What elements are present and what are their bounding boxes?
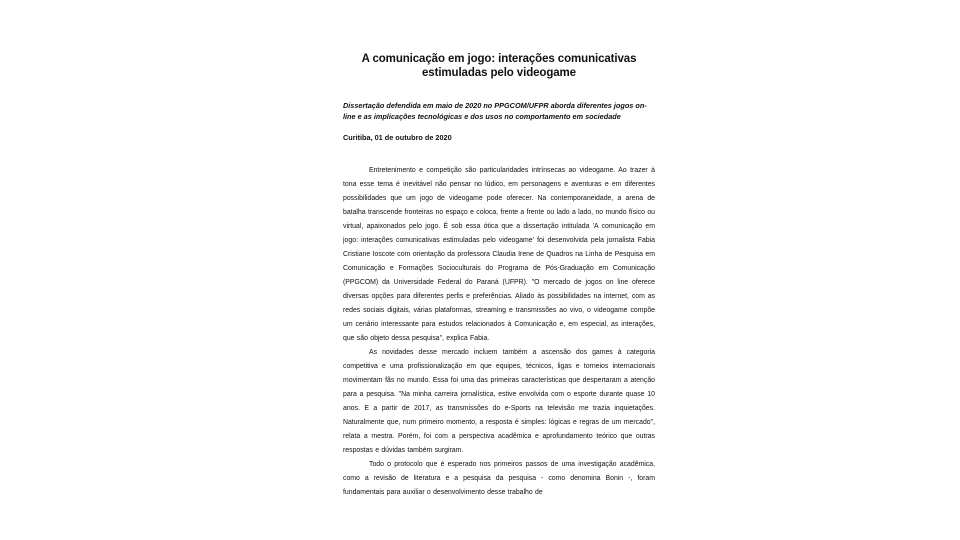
- paragraph: Entretenimento e competição são particularidades intrínsecas ao videogame. Ao trazer à tona esse tema é inevitável não pensar no lúdico, em personagens e aventuras e em diferentes possibilidades que um jogo de videogame pode oferecer. Na contemporaneidade, a arena de batalha transcende fronteiras no espaço e coloca, frente a frente ou lado a lado, no mundo físico ou virtual, apaixonados pelo jogo. É sob essa ótica que a dissertação intitulada 'A comunicação em jogo: interações comunicativas estimuladas pelo videogame' foi desenvolvida pela jornalista Fabia Cristiane Ioscote com orientação da professora Claudia Irene de Quadros na Linha de Pesquisa em Comunicação e Formações Socioculturais do Programa de Pós-Graduação em Comunicação (PPGCOM) da Universidade Federal do Paraná (UFPR). "O mercado de jogos on line oferece diversas opções para diferentes perfis e preferências. Aliado às possibilidades na internet, com as redes sociais digitais, várias plataformas, streaming e transmissões ao vivo, o videogame compõe um cenário interessante para estudos relacionados à Comunicação e, em especial, as interações, que são objeto dessa pesquisa", explica Fabia.: [343, 167, 655, 342]
- dateline: Curitiba, 01 de outubro de 2020: [343, 133, 452, 142]
- document-page: [343, 52, 655, 522]
- paragraph: Todo o protocolo que é esperado nos primeiros passos de uma investigação acadêmica, como a revisão de literatura e a pesquisa da pesquisa - como denomina Bonin -, foram fundamentais para auxiliar o desenvolvimento desse trabalho de: [343, 461, 655, 496]
- article-body: [343, 164, 655, 500]
- document-title: A comunicação em jogo: interações comunicativas estimuladas pelo videogame: [361, 53, 637, 79]
- paragraph: As novidades desse mercado incluem também a ascensão dos games à categoria competitiva e uma profissionalização em que equipes, técnicos, ligas e torneios internacionais movimentam fãs no mundo. Essa foi uma das primeiras características que despertaram a atenção para a pesquisa. "Na minha carreira jornalística, estive envolvida com o esporte durante quase 10 anos. E a partir de 2017, as transmissões do e-Sports na televisão me trazia inquietações. Naturalmente que, num primeiro momento, a resposta é simples: lógicas e regras de um mercado", relata a mestra. Porém, foi com a perspectiva acadêmica e aprofundamento teórico que outras respostas e dúvidas também surgiram.: [343, 349, 655, 454]
- document-subtitle: Dissertação defendida em maio de 2020 no PPGCOM/UFPR aborda diferentes jogos on-line e as implicações tecnológicas e dos usos no comportamento em sociedade: [343, 101, 647, 121]
